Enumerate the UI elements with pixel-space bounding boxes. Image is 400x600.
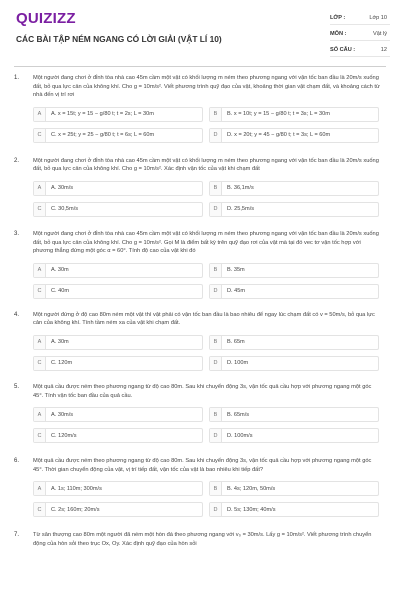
option-text: C. 2s; 160m; 20m/s: [51, 506, 100, 513]
answer-option[interactable]: [209, 202, 379, 217]
answer-option[interactable]: [33, 107, 203, 122]
option-letter: A: [34, 108, 46, 121]
answer-options: [33, 481, 382, 517]
option-letter: D: [210, 129, 222, 142]
question-item: [14, 383, 382, 443]
quizizz-logo[interactable]: QUIZIZZ: [16, 10, 76, 27]
question-item: [14, 230, 382, 299]
question-text: Một người đứng ở độ cao 80m ném một vật thì vật phải có vận tốc ban đầu là bao nhiêu để ngay lúc chạm đất có v = 50m/s, bỏ qua lực cản của không khí. Tính tầm ném xa của vật khi chạm đất.: [33, 311, 375, 327]
answer-options: [33, 107, 382, 143]
option-letter: C: [34, 203, 46, 216]
option-text: B. 4s; 120m, 50m/s: [227, 485, 276, 492]
option-letter: C: [34, 285, 46, 298]
option-text: B. 65m/s: [227, 411, 250, 418]
question-text: Một quả cầu được ném theo phương ngang từ độ cao 80m. Sau khi chuyển động 3s, vận tốc quả cầu hợp với phương ngang một góc 45°. Thời gian chuyển động của vật, vị trí tiếp đất, vận tốc của vật là bao nhiêu khi tiếp đất?: [33, 458, 372, 473]
option-letter: D: [210, 503, 222, 516]
question-text: Một người đang chơi ở đỉnh tòa nhà cao 45m cầm một vật có khối lượng m ném theo phương ngang với vận tốc ban đầu là 20m/s xuống đất, bỏ qua lực cản của không khí. Cho g = 10m/s². Viết phương trình quỹ đạo của vật, khoảng thời gian vật chạm đất, và khoảng cách từ nhà đến vị trí rơi: [33, 75, 380, 99]
option-letter: A: [34, 264, 46, 277]
option-letter: D: [210, 203, 222, 216]
option-text: A. x = 15t; y = 15 − g/80 t; t = 2s; L = 30m: [51, 111, 154, 118]
option-text: A. 30m: [51, 267, 69, 274]
question-item: [14, 311, 382, 371]
option-text: C. 30,5m/s: [51, 206, 79, 213]
option-letter: D: [210, 285, 222, 298]
answer-option[interactable]: [33, 202, 203, 217]
question-text: Một quả cầu được ném theo phương ngang từ độ cao 80m. Sau khi chuyển động 3s, vận tốc quả cầu hợp với phương ngang một góc 45°. Tính vận tốc ban đầu của quả cầu.: [33, 383, 372, 399]
question-number: 7.: [14, 532, 20, 539]
question-item: [14, 457, 382, 517]
answer-option[interactable]: [209, 428, 379, 443]
option-text: D. 100m: [227, 360, 249, 367]
meta-value: Lớp 10: [369, 15, 387, 21]
option-letter: B: [210, 336, 222, 349]
question-number: 2.: [14, 157, 20, 164]
answer-options: [33, 263, 382, 299]
question-item: [14, 157, 382, 217]
option-text: D. 100m/s: [227, 432, 253, 439]
option-text: C. x = 25t; y = 25 − g/80 t; t = 6s; L = 60m: [51, 132, 155, 139]
option-letter: C: [34, 129, 46, 142]
meta-value: Vật lý: [373, 31, 387, 37]
question-item: [14, 531, 382, 548]
option-letter: A: [34, 182, 46, 195]
answer-option[interactable]: [209, 107, 379, 122]
answer-option[interactable]: [33, 335, 203, 350]
answer-option[interactable]: [33, 181, 203, 196]
option-text: B. 65m: [227, 339, 245, 346]
meta-label: SỐ CÂU :: [330, 47, 356, 53]
header-divider: [14, 66, 386, 67]
answer-option[interactable]: [33, 356, 203, 371]
option-letter: C: [34, 429, 46, 442]
answer-option[interactable]: [209, 356, 379, 371]
option-text: C. 120m/s: [51, 432, 77, 439]
answer-option[interactable]: [33, 428, 203, 443]
answer-option[interactable]: [209, 284, 379, 299]
answer-option[interactable]: [209, 502, 379, 517]
option-letter: B: [210, 264, 222, 277]
option-text: B. 36,1m/s: [227, 185, 254, 192]
option-letter: A: [34, 408, 46, 421]
question-number: 5.: [14, 383, 20, 390]
option-letter: D: [210, 357, 222, 370]
meta-info: [330, 12, 390, 60]
option-text: C. 40m: [51, 288, 70, 295]
answer-option[interactable]: [209, 481, 379, 496]
question-number: 4.: [14, 311, 20, 318]
answer-option[interactable]: [33, 407, 203, 422]
option-letter: A: [34, 482, 46, 495]
meta-row: [330, 28, 390, 41]
question-number: 1.: [14, 75, 20, 81]
option-letter: B: [210, 108, 222, 121]
answer-options: [33, 407, 382, 443]
meta-row: [330, 44, 390, 57]
option-letter: D: [210, 429, 222, 442]
option-text: D. 25,5m/s: [227, 206, 255, 213]
question-text: Một người đang chơi ở đỉnh tòa nhà cao 45m cầm một vật có khối lượng m ném theo phương ngang với vận tốc ban đầu là 20m/s xuống đất, bỏ qua lực cản của không khí. Cho g = 10m/s². Gọi M là điểm bất kỳ trên quỹ đạo rơi của vật mà tại đó vec tơ vận tốc hợp với phương thẳng đứng một góc α = 60°. Tính độ cao của vật khi đó: [33, 230, 379, 255]
option-letter: B: [210, 482, 222, 495]
option-text: A. 30m/s: [51, 411, 74, 418]
answer-option[interactable]: [33, 502, 203, 517]
option-text: D. 5s; 130m; 40m/s: [227, 506, 276, 513]
answer-option[interactable]: [209, 407, 379, 422]
question-text: Một người đang chơi ở đỉnh tòa nhà cao 45m cầm một vật có khối lượng m ném theo phương ngang với vận tốc ban đầu là 20m/s xuống đất, bỏ qua lực cản của không khí. Cho g = 10m/s². Xác định vận tốc của vật khi chạm đất: [33, 157, 379, 173]
answer-option[interactable]: [33, 263, 203, 278]
question-list: [0, 74, 400, 549]
option-letter: A: [34, 336, 46, 349]
option-letter: C: [34, 503, 46, 516]
answer-option[interactable]: [209, 263, 379, 278]
option-text: D. x = 20t; y = 45 − g/80 t; t = 3s; L = 60m: [227, 132, 331, 139]
answer-option[interactable]: [209, 181, 379, 196]
option-text: B. x = 10t; y = 15 − g/80 t; t = 3s; L = 30m: [227, 111, 330, 118]
option-text: A. 1s; 110m; 300m/s: [51, 485, 102, 492]
option-letter: C: [34, 357, 46, 370]
meta-label: LỚP :: [330, 15, 346, 21]
option-text: A. 30m: [51, 339, 69, 346]
question-text: Từ sân thượng cao 80m một người đã ném một hòn đá theo phương ngang với v₀ = 30m/s. Lấy g = 10m/s². Viết phương trình chuyển động của hòn sỏi theo trục Ox, Oy. Xác định quỹ đạo của hòn sỏi: [33, 532, 372, 547]
answer-options: [33, 335, 382, 371]
option-text: A. 30m/s: [51, 185, 74, 192]
meta-label: MÔN :: [330, 31, 347, 37]
answer-option[interactable]: [33, 284, 203, 299]
answer-options: [33, 181, 382, 217]
question-number: 6.: [14, 458, 20, 465]
question-number: 3.: [14, 230, 20, 237]
option-text: C. 120m: [51, 360, 73, 367]
option-letter: B: [210, 182, 222, 195]
answer-option[interactable]: [33, 128, 203, 143]
answer-option[interactable]: [209, 128, 379, 143]
question-item: [14, 74, 382, 143]
option-text: D. 45m: [227, 288, 246, 295]
answer-option[interactable]: [33, 481, 203, 496]
option-text: B. 35m: [227, 267, 245, 274]
option-letter: B: [210, 408, 222, 421]
worksheet-header: [0, 0, 400, 62]
answer-option[interactable]: [209, 335, 379, 350]
meta-row: [330, 12, 390, 25]
page-title: CÁC BÀI TẬP NÉM NGANG CÓ LỜI GIẢI (VẬT LÍ 10): [16, 34, 222, 44]
meta-value: 12: [380, 47, 387, 53]
